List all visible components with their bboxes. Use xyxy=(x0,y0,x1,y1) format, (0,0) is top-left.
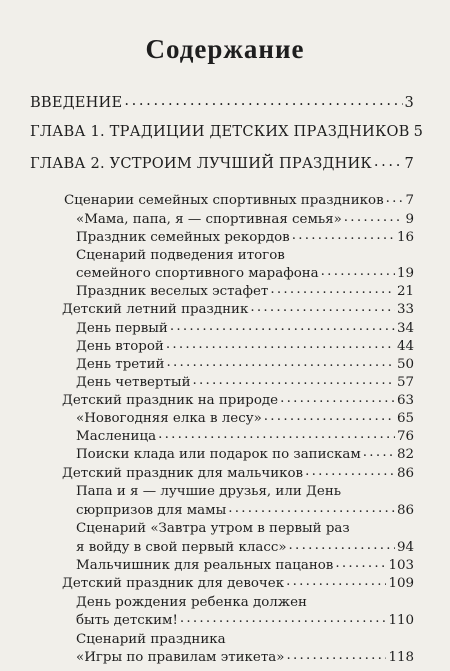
dot-leader xyxy=(193,372,395,389)
entry-text: Масленица xyxy=(76,429,157,444)
entry-text: «Игры по правилам этикета» xyxy=(76,650,285,665)
toc-entry xyxy=(76,229,414,246)
toc-entry-text: Сценарий праздника xyxy=(76,632,226,647)
entry-text: Детский праздник для мальчиков xyxy=(62,466,304,481)
toc-entry xyxy=(76,283,414,300)
entry-page: 21 xyxy=(396,284,414,299)
entry-page: 109 xyxy=(388,576,414,591)
toc-entry xyxy=(62,392,414,409)
entry-page: 7 xyxy=(405,193,414,208)
dot-leader xyxy=(180,610,387,627)
entry-page: 5 xyxy=(413,123,424,140)
entry-text: Сценарии семейных спортивных праздников xyxy=(64,193,384,208)
entry-page: 86 xyxy=(396,466,414,481)
toc-entry xyxy=(76,374,414,391)
dot-leader xyxy=(374,153,403,170)
toc-entry xyxy=(76,428,414,445)
entry-page: 44 xyxy=(396,339,414,354)
toc-entry xyxy=(76,410,414,427)
dot-leader xyxy=(124,92,402,109)
toc-entry xyxy=(76,649,414,666)
entry-text: быть детским! xyxy=(76,613,178,628)
page-title: Содержание xyxy=(145,34,305,64)
toc-entry xyxy=(76,356,414,373)
toc-entry xyxy=(76,320,414,337)
entry-text: я войду в свой первый класс» xyxy=(76,540,287,555)
entry-page: 110 xyxy=(388,613,414,628)
dot-leader xyxy=(270,281,395,298)
entry-text: ГЛАВА 2. УСТРОИМ ЛУЧШИЙ ПРАЗДНИК xyxy=(30,155,372,172)
toc-entry-text: Сценарий подведения итогов xyxy=(76,248,285,263)
entry-page: 33 xyxy=(396,302,414,317)
toc-entry xyxy=(62,575,414,592)
dot-leader xyxy=(292,227,395,244)
entry-text: Праздник семейных рекордов xyxy=(76,230,290,245)
dot-leader xyxy=(170,318,395,335)
dot-leader xyxy=(335,555,386,572)
entry-text: День первый xyxy=(76,321,168,336)
entry-page: 34 xyxy=(396,321,414,336)
toc-entry xyxy=(76,265,414,282)
entry-page: 63 xyxy=(396,393,414,408)
toc-entry-chapter-1 xyxy=(30,123,424,140)
entry-text: «Новогодняя елка в лесу» xyxy=(76,411,262,426)
entry-text: сюрпризов для мамы xyxy=(76,503,227,518)
dot-leader xyxy=(264,408,395,425)
dot-leader xyxy=(305,463,395,480)
entry-text: Детский летний праздник xyxy=(62,302,249,317)
entry-page: 118 xyxy=(388,650,414,665)
toc-entry xyxy=(76,539,414,556)
dot-leader xyxy=(344,209,404,226)
toc-entry-text: Папа и я — лучшие друзья, или День xyxy=(76,484,342,499)
entry-page: 19 xyxy=(396,266,414,281)
dot-leader xyxy=(286,647,386,664)
entry-text: «Мама, папа, я — спортивная семья» xyxy=(76,212,342,227)
dot-leader xyxy=(286,573,386,590)
toc-entry xyxy=(62,301,414,318)
entry-text: Детский праздник для девочек xyxy=(62,576,285,591)
dot-leader xyxy=(166,336,395,353)
toc-entry xyxy=(76,612,414,629)
entry-page: 50 xyxy=(396,357,414,372)
toc-entry xyxy=(76,338,414,355)
dot-leader xyxy=(321,263,395,280)
toc-entry-intro xyxy=(30,94,414,111)
entry-text: Мальчишник для реальных пацанов xyxy=(76,558,334,573)
entry-page: 16 xyxy=(396,230,414,245)
dot-leader xyxy=(228,500,395,517)
toc-entry xyxy=(76,557,414,574)
toc-entry-text: Сценарий «Завтра утром в первый раз xyxy=(76,521,350,536)
toc-entry-chapter-2 xyxy=(30,155,414,172)
entry-page: 94 xyxy=(396,540,414,555)
entry-page: 7 xyxy=(404,155,414,172)
entry-page: 86 xyxy=(396,503,414,518)
entry-page: 3 xyxy=(404,94,414,111)
entry-text: День второй xyxy=(76,339,164,354)
entry-page: 65 xyxy=(396,411,414,426)
toc-entry-text: День рождения ребенка должен xyxy=(76,595,307,610)
toc-entry xyxy=(76,502,414,519)
dot-leader xyxy=(363,444,395,461)
dot-leader xyxy=(166,354,395,371)
entry-page: 103 xyxy=(388,558,414,573)
entry-text: Детский праздник на природе xyxy=(62,393,279,408)
entry-text: День четвертый xyxy=(76,375,191,390)
entry-text: День третий xyxy=(76,357,165,372)
toc-entry xyxy=(76,211,414,228)
entry-text: семейного спортивного марафона xyxy=(76,266,319,281)
entry-text: Праздник веселых эстафет xyxy=(76,284,269,299)
entry-page: 82 xyxy=(396,447,414,462)
entry-page: 9 xyxy=(405,212,414,227)
dot-leader xyxy=(280,390,395,407)
toc-entry xyxy=(62,465,414,482)
toc-entry xyxy=(76,446,414,463)
entry-page: 76 xyxy=(396,429,414,444)
entry-page: 57 xyxy=(396,375,414,390)
entry-text: ВВЕДЕНИЕ xyxy=(30,94,123,111)
entry-text: ГЛАВА 1. ТРАДИЦИИ ДЕТСКИХ ПРАЗДНИКОВ xyxy=(30,123,410,140)
dot-leader xyxy=(250,299,395,316)
dot-leader xyxy=(158,426,395,443)
dot-leader xyxy=(386,190,404,207)
entry-text: Поиски клада или подарок по запискам xyxy=(76,447,361,462)
dot-leader xyxy=(289,537,395,554)
toc-entry xyxy=(64,192,414,209)
